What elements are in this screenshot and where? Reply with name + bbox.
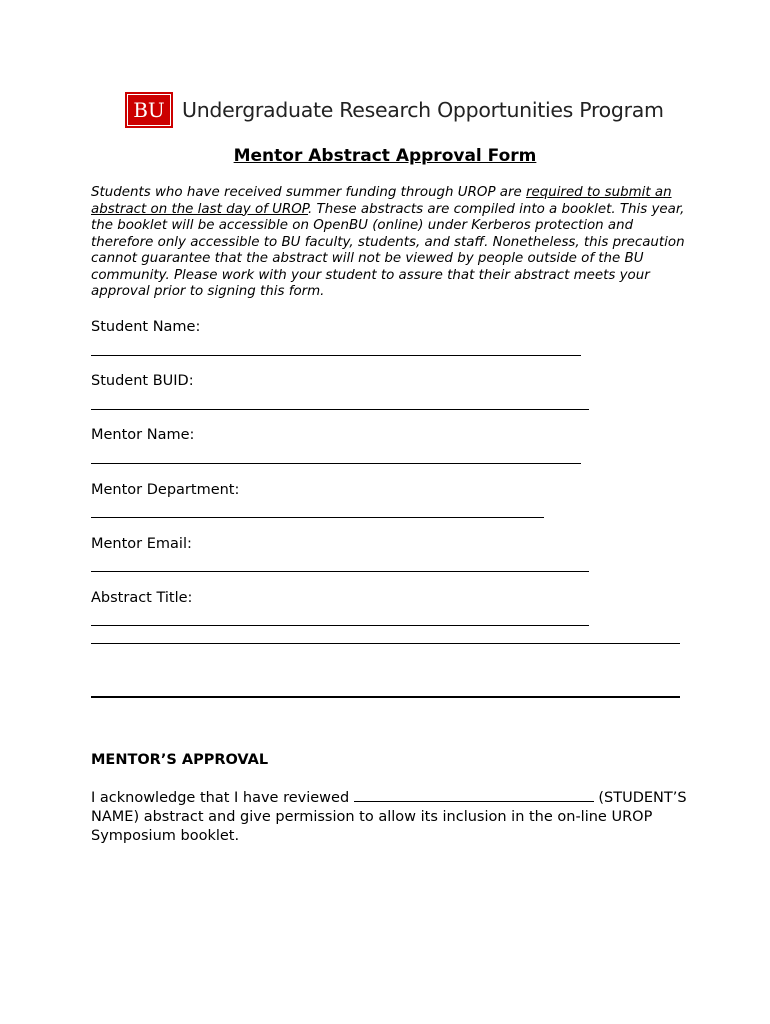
intro-text-2: . These abstracts are compiled into a booklet. This year, the booklet will be accessible on OpenBU (online) under Kerberos protection and therefore only accessible to BU faculty, students, and staff. Nonetheless, this precaution cannot guarantee that the abstract will not be viewed by people outside of the BU community. Please work with your student to assure that their abstract meets your approval prior to signing this form. [91, 201, 685, 299]
form-title: Mentor Abstract Approval Form [233, 146, 537, 166]
abstract-title-field-line3[interactable] [91, 696, 680, 698]
abstract-title-field-line1[interactable] [91, 625, 589, 626]
student-name-label: Student Name: [91, 319, 201, 335]
intro-text-1: Students who have received summer funding through UROP are [91, 185, 526, 200]
intro-paragraph [91, 185, 691, 301]
intro-underlined: required to submit an abstract on the last day of UROP [91, 185, 672, 217]
mentor-department-field[interactable] [91, 517, 544, 518]
program-name: Undergraduate Research Opportunities Program [182, 98, 664, 122]
acknowledgement-text [91, 788, 691, 846]
mentor-approval-heading: MENTOR’S APPROVAL [91, 752, 269, 768]
mentor-department-label: Mentor Department: [91, 482, 240, 498]
ack-text-after: (STUDENT’S NAME) abstract and give permission to allow its inclusion in the on-line UROP Symposium booklet. [91, 790, 687, 844]
mentor-name-label: Mentor Name: [91, 427, 195, 443]
mentor-name-field[interactable] [91, 463, 581, 464]
mentor-email-field[interactable] [91, 571, 589, 572]
header [125, 92, 664, 128]
bu-logo: BU [125, 92, 173, 128]
student-name-field[interactable] [91, 355, 581, 356]
ack-text-before: I acknowledge that I have reviewed [91, 790, 354, 806]
abstract-title-label: Abstract Title: [91, 590, 193, 606]
mentor-email-label: Mentor Email: [91, 536, 192, 552]
abstract-title-field-line2[interactable] [91, 643, 680, 644]
student-buid-label: Student BUID: [91, 373, 194, 389]
student-buid-field[interactable] [91, 409, 589, 410]
student-name-blank[interactable] [354, 788, 594, 802]
